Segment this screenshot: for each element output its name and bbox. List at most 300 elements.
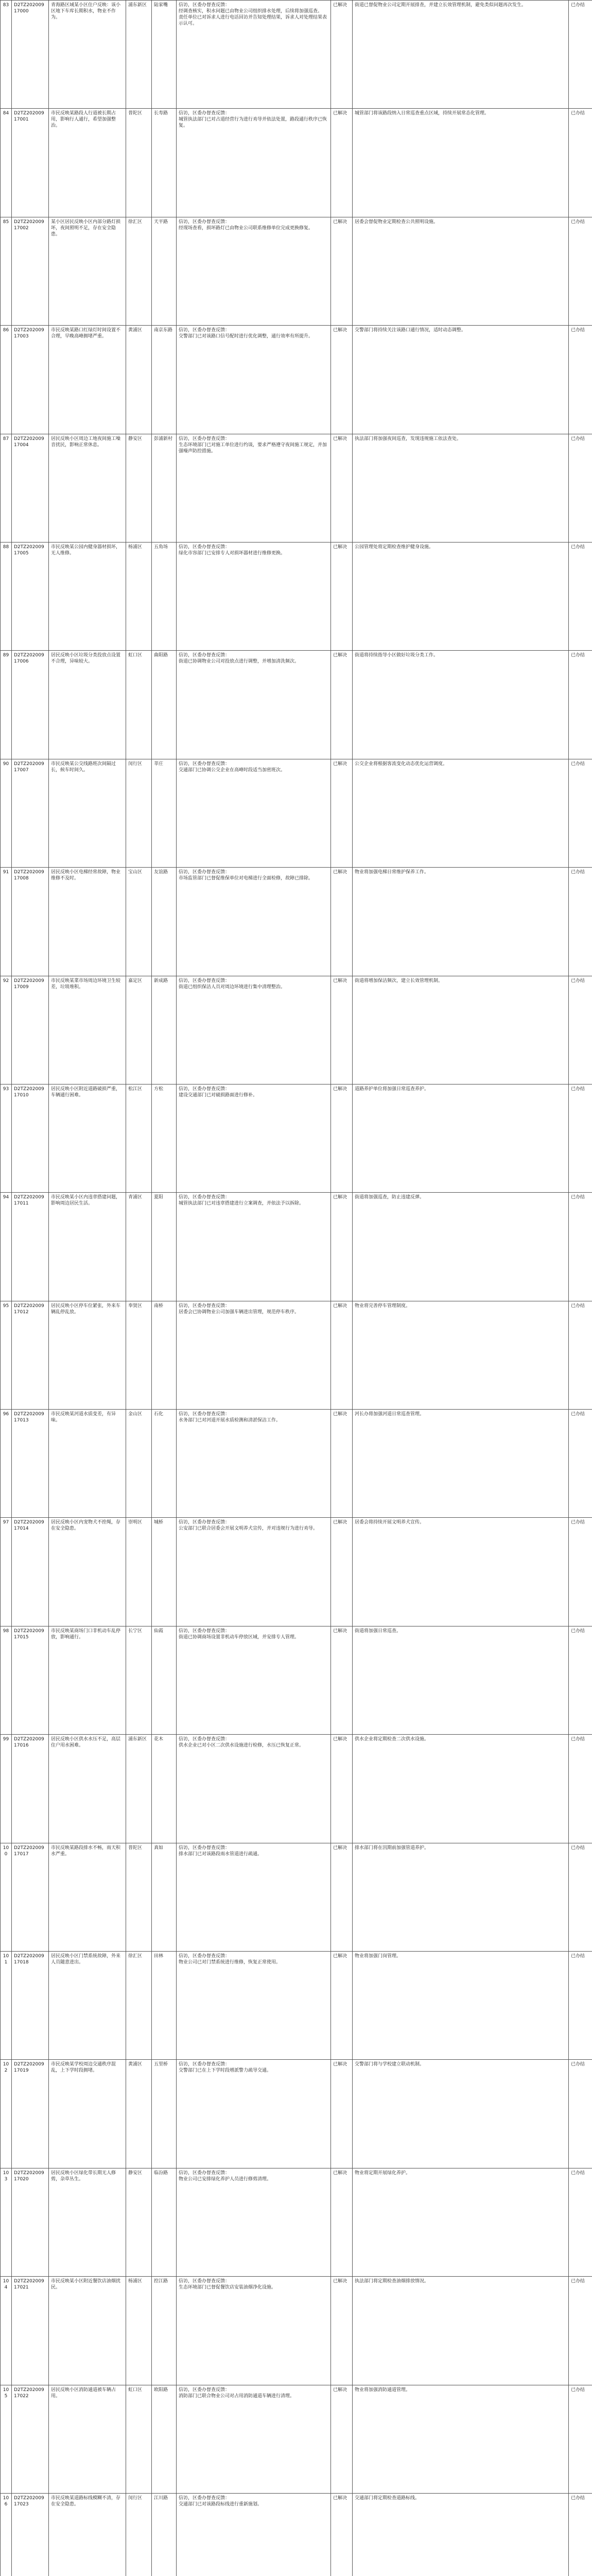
follow-up-note-cell (353, 2060, 569, 2168)
request-content: 居民反映小区消防通道被车辆占用。 (51, 2387, 116, 2399)
handling-opinion: 信访，区委办督查反馈： 交警部门已对该路口信号配时进行优化调整，通行效率有所提升。 (179, 328, 314, 340)
district-cell (126, 1, 152, 109)
record-id: D2TZ20200917009 (14, 978, 44, 990)
record-id-cell (12, 759, 49, 867)
record-id-cell (12, 1735, 49, 1843)
district: 黄浦区 (128, 2062, 143, 2067)
follow-up-note: 道路养护单位将加强日常巡查养护。 (355, 1086, 429, 1092)
street-cell (152, 2493, 177, 2576)
street: 江川路 (154, 2495, 168, 2501)
street-cell (152, 1952, 177, 2060)
row-number-cell (1, 868, 12, 976)
result-status: 已解决 (333, 1737, 347, 1742)
row-number: 98 (3, 1628, 9, 1634)
completion-flag-cell (569, 1084, 592, 1192)
record-id: D2TZ20200917005 (14, 544, 44, 556)
result-status-cell (331, 651, 353, 759)
completion-flag-cell (569, 651, 592, 759)
row-number-cell (1, 1084, 12, 1192)
request-content: 市民反映某河道水质变差，有异味。 (51, 1412, 116, 1423)
result-status: 已解决 (333, 1520, 347, 1526)
request-content: 居民反映小区停车位紧张，外来车辆乱停乱放。 (51, 1303, 121, 1315)
street-cell (152, 542, 177, 650)
handling-opinion-cell (177, 2277, 331, 2385)
district-cell (126, 651, 152, 759)
completion-flag-cell (569, 1, 592, 109)
record-id-cell (12, 1410, 49, 1518)
street-cell (152, 1410, 177, 1518)
street-cell (152, 1735, 177, 1843)
result-status-cell (331, 2168, 353, 2276)
result-status: 已解决 (333, 111, 347, 116)
handling-opinion: 信访，区委办督查反馈： 市场监管部门已督促维保单位对电梯进行全面检修，故障已排除。 (179, 870, 314, 882)
record-id-cell (12, 217, 49, 325)
request-content-cell (49, 1, 126, 109)
street-cell (152, 976, 177, 1084)
table-row (1, 434, 592, 542)
request-content: 市民反映某路段排水不畅，雨天积水严重。 (51, 1845, 121, 1857)
table-row (1, 1193, 592, 1301)
completion-flag: 已办结 (571, 1954, 585, 1959)
street: 长寿路 (154, 111, 168, 116)
street: 仙霞 (154, 1628, 164, 1634)
completion-flag-cell (569, 1735, 592, 1843)
street-cell (152, 1084, 177, 1192)
district: 嘉定区 (128, 978, 143, 984)
record-id-cell (12, 1, 49, 109)
row-number: 101 (3, 1954, 9, 1965)
result-status-cell (331, 434, 353, 542)
district: 金山区 (128, 1412, 143, 1417)
request-content: 市民反映某道路标线模糊不清，存在安全隐患。 (51, 2495, 121, 2507)
record-id: D2TZ20200917011 (14, 1195, 44, 1207)
row-number-cell (1, 1410, 12, 1518)
request-content-cell (49, 1518, 126, 1626)
request-content-cell (49, 651, 126, 759)
request-content-cell (49, 759, 126, 867)
request-content-cell (49, 1952, 126, 2060)
follow-up-note-cell (353, 1843, 569, 1951)
row-number: 99 (3, 1737, 9, 1742)
row-number: 95 (3, 1303, 9, 1309)
follow-up-note: 排水部门将在汛期前加强管道养护。 (355, 1845, 429, 1851)
completion-flag: 已办结 (571, 1412, 585, 1417)
follow-up-note: 街道将持续指导小区做好垃圾分类工作。 (355, 653, 439, 658)
completion-flag: 已办结 (571, 653, 585, 658)
follow-up-note-cell (353, 2277, 569, 2385)
street-cell (152, 1843, 177, 1951)
street-cell (152, 1301, 177, 1409)
request-content-cell (49, 326, 126, 434)
row-number: 97 (3, 1520, 9, 1526)
row-number: 100 (3, 1845, 9, 1857)
street-cell (152, 868, 177, 976)
district-cell (126, 2385, 152, 2493)
handling-opinion: 信访，区委办督查反馈： 绿化市容部门已安排专人对损坏器材进行维修更换。 (179, 544, 286, 556)
completion-flag: 已办结 (571, 1628, 585, 1634)
district-cell (126, 109, 152, 217)
street: 夏阳 (154, 1195, 164, 1200)
result-status-cell (331, 1410, 353, 1518)
record-id-cell (12, 651, 49, 759)
request-content-cell (49, 2277, 126, 2385)
record-id-cell (12, 1952, 49, 2060)
handling-opinion: 信访，区委办督查反馈： 经调查核实，积水问题已由物业公司组织排水处理，后续将加强巡查。 责任单位已对诉求人进行电话回访并告知处理结果，诉求人对处理结果表示认可。 (179, 3, 327, 26)
follow-up-note: 公园管理处将定期检查维护健身设施。 (355, 544, 434, 550)
row-number-cell (1, 109, 12, 217)
record-id: D2TZ20200917014 (14, 1520, 44, 1532)
request-content-cell (49, 542, 126, 650)
request-content-cell (49, 1301, 126, 1409)
street: 陆家嘴 (154, 3, 168, 8)
row-number: 90 (3, 761, 9, 767)
result-status: 已解决 (333, 761, 347, 767)
completion-flag: 已办结 (571, 544, 585, 550)
completion-flag-cell (569, 1301, 592, 1409)
completion-flag-cell (569, 976, 592, 1084)
street-cell (152, 109, 177, 217)
district: 虹口区 (128, 2387, 143, 2393)
request-content: 居民反映小区内宠物犬不拴绳，存在安全隐患。 (51, 1520, 121, 1532)
handling-opinion-cell (177, 976, 331, 1084)
district: 静安区 (128, 2170, 143, 2176)
request-content-cell (49, 2493, 126, 2576)
handling-opinion-cell (177, 1952, 331, 2060)
district: 青浦区 (128, 1195, 143, 1200)
table-row (1, 2060, 592, 2168)
handling-opinion: 信访，区委办督查反馈： 供水企业已对小区二次供水设施进行检修，水压已恢复正常。 (179, 1737, 304, 1749)
district-cell (126, 542, 152, 650)
district-cell (126, 2493, 152, 2576)
result-status: 已解决 (333, 219, 347, 225)
district: 虹口区 (128, 653, 143, 658)
street: 花木 (154, 1737, 164, 1742)
request-content: 市民反映某小区附近餐饮店油烟扰民。 (51, 2279, 121, 2291)
row-number-cell (1, 217, 12, 325)
result-status-cell (331, 1952, 353, 2060)
district-cell (126, 2277, 152, 2385)
row-number-cell (1, 976, 12, 1084)
record-id-cell (12, 1193, 49, 1301)
result-status: 已解决 (333, 1086, 347, 1092)
handling-opinion: 信访，区委办督查反馈： 物业公司已对门禁系统进行维修，恢复正常使用。 (179, 1954, 281, 1965)
completion-flag: 已办结 (571, 1845, 585, 1851)
row-number-cell (1, 2168, 12, 2276)
completion-flag-cell (569, 542, 592, 650)
request-content: 居民反映小区周边工地夜间施工噪音扰民，影响正常休息。 (51, 436, 121, 448)
district: 奉贤区 (128, 1303, 143, 1309)
completion-flag-cell (569, 1952, 592, 2060)
result-status-cell (331, 2277, 353, 2385)
result-status-cell (331, 326, 353, 434)
street: 莘庄 (154, 761, 164, 767)
handling-opinion: 信访，区委办督查反馈： 公安部门已联合居委会开展文明养犬宣传，并对违规行为进行劝导。 (179, 1520, 318, 1532)
record-id: D2TZ20200917018 (14, 1954, 44, 1965)
row-number: 96 (3, 1412, 9, 1417)
table-row (1, 868, 592, 976)
follow-up-note-cell (353, 1, 569, 109)
completion-flag: 已办结 (571, 1303, 585, 1309)
district-cell (126, 2168, 152, 2276)
result-status: 已解决 (333, 653, 347, 658)
handling-opinion-cell (177, 2385, 331, 2493)
request-content-cell (49, 217, 126, 325)
record-id: D2TZ20200917013 (14, 1412, 44, 1423)
table-row (1, 651, 592, 759)
district-cell (126, 976, 152, 1084)
row-number: 94 (3, 1195, 9, 1200)
street: 天平路 (154, 219, 168, 225)
street-cell (152, 759, 177, 867)
row-number: 85 (3, 219, 9, 225)
result-status: 已解决 (333, 328, 347, 333)
street: 五角场 (154, 544, 168, 550)
follow-up-note-cell (353, 1735, 569, 1843)
result-status: 已解决 (333, 1845, 347, 1851)
request-content: 居民反映小区电梯经常故障，物业维修不及时。 (51, 870, 121, 882)
district: 闵行区 (128, 2495, 143, 2501)
row-number-cell (1, 2493, 12, 2576)
record-id-cell (12, 2493, 49, 2576)
handling-opinion: 信访，区委办督查反馈： 城管执法部门已对占道经营行为进行劝导并依法处置，路段通行秩序已恢复。 (179, 111, 327, 129)
street: 石化 (154, 1412, 164, 1417)
request-content-cell (49, 1735, 126, 1843)
follow-up-note: 街道将加强巡查，防止违建反弹。 (355, 1195, 425, 1200)
follow-up-note-cell (353, 2493, 569, 2576)
follow-up-note-cell (353, 1952, 569, 2060)
request-content: 市民反映某商场门口非机动车乱停放，影响通行。 (51, 1628, 121, 1640)
record-id-cell (12, 2060, 49, 2168)
table-row (1, 1843, 592, 1951)
district: 长宁区 (128, 1628, 143, 1634)
follow-up-note-cell (353, 868, 569, 976)
handling-opinion-cell (177, 759, 331, 867)
follow-up-note: 街道已督促物业公司定期开展排查，并建立长效管理机制，避免类似问题再次发生。 (355, 3, 527, 8)
street: 田林 (154, 1954, 164, 1959)
district-cell (126, 1410, 152, 1518)
request-content-cell (49, 1843, 126, 1951)
follow-up-note-cell (353, 1410, 569, 1518)
request-content-cell (49, 1410, 126, 1518)
handling-opinion: 信访，区委办督查反馈： 生态环境部门已对施工单位进行约谈，要求严格遵守夜间施工规定，并加强噪声防控措施。 (179, 436, 327, 454)
row-number: 88 (3, 544, 9, 550)
table-row (1, 326, 592, 434)
completion-flag-cell (569, 326, 592, 434)
district: 松江区 (128, 1086, 143, 1092)
completion-flag: 已办结 (571, 1086, 585, 1092)
request-content: 某小区居民反映小区内部分路灯损坏，夜间照明不足，存在安全隐患。 (51, 219, 121, 237)
table-row (1, 976, 592, 1084)
table-row (1, 1, 592, 109)
handling-opinion-cell (177, 868, 331, 976)
completion-flag-cell (569, 217, 592, 325)
follow-up-note-cell (353, 326, 569, 434)
completion-flag-cell (569, 434, 592, 542)
follow-up-note: 城管部门将该路段纳入日常巡查重点区域，持续开展常态化管理。 (355, 111, 490, 116)
district-cell (126, 1952, 152, 2060)
completion-flag: 已办结 (571, 2170, 585, 2176)
row-number: 103 (3, 2170, 9, 2182)
record-id-cell (12, 1301, 49, 1409)
completion-flag-cell (569, 2493, 592, 2576)
street-cell (152, 2060, 177, 2168)
street: 控江路 (154, 2279, 168, 2284)
completion-flag: 已办结 (571, 3, 585, 8)
district-cell (126, 217, 152, 325)
handling-opinion: 信访，区委办督查反馈： 街道已协调商场设置非机动车停放区域，并安排专人管理。 (179, 1628, 300, 1640)
follow-up-note: 居委会督促物业定期检查公共照明设施。 (355, 219, 439, 225)
street-cell (152, 217, 177, 325)
result-status-cell (331, 217, 353, 325)
table-row (1, 2493, 592, 2576)
result-status: 已解决 (333, 2495, 347, 2501)
record-id: D2TZ20200917000 (14, 3, 44, 14)
street: 城桥 (154, 1520, 164, 1526)
record-id-cell (12, 1518, 49, 1626)
handling-opinion-cell (177, 2168, 331, 2276)
request-content: 市民反映某路口红绿灯时间设置不合理，早晚高峰拥堵严重。 (51, 328, 121, 340)
record-id: D2TZ20200917001 (14, 111, 44, 123)
request-content: 市民反映某路段人行道被长期占用，影响行人通行，希望加强整治。 (51, 111, 116, 129)
follow-up-note: 供水企业将定期检查二次供水设施。 (355, 1737, 429, 1742)
result-status: 已解决 (333, 870, 347, 875)
handling-opinion: 信访，区委办督查反馈： 水务部门已对河道开展水质检测和清淤保洁工作。 (179, 1412, 281, 1423)
handling-opinion: 信访，区委办督查反馈： 经现场查看，损坏路灯已由物业公司联系维修单位完成更换修复。 (179, 219, 314, 231)
follow-up-note: 居委会将持续开展文明养犬宣传。 (355, 1520, 425, 1526)
row-number-cell (1, 1301, 12, 1409)
follow-up-note: 物业将完善停车管理制度。 (355, 1303, 411, 1309)
record-id-cell (12, 2277, 49, 2385)
follow-up-note-cell (353, 217, 569, 325)
street-cell (152, 2277, 177, 2385)
request-content: 居民反映小区门禁系统故障，外来人员随意进出。 (51, 1954, 121, 1965)
record-id: D2TZ20200917010 (14, 1086, 44, 1098)
record-id-cell (12, 868, 49, 976)
follow-up-note: 物业将加强消防通道管理。 (355, 2387, 411, 2393)
row-number-cell (1, 651, 12, 759)
table-row (1, 1084, 592, 1192)
follow-up-note: 物业将加强门岗管理。 (355, 1954, 402, 1959)
follow-up-note-cell (353, 109, 569, 217)
district-cell (126, 868, 152, 976)
handling-opinion: 信访，区委办督查反馈： 交通部门已协调公交企业在高峰时段适当加密班次。 (179, 761, 286, 773)
handling-opinion-cell (177, 326, 331, 434)
row-number: 91 (3, 870, 9, 875)
request-content: 市民反映某学校周边交通秩序混乱，上下学时段拥堵。 (51, 2062, 116, 2074)
street: 欧阳路 (154, 2387, 168, 2393)
result-status: 已解决 (333, 3, 347, 8)
handling-opinion: 信访，区委办督查反馈： 生态环境部门已督促餐饮店安装油烟净化设施。 (179, 2279, 276, 2291)
completion-flag: 已办结 (571, 870, 585, 875)
handling-opinion-cell (177, 1410, 331, 1518)
follow-up-note: 交通部门将定期检查道路标线。 (355, 2495, 420, 2501)
follow-up-note: 交警部门将持续关注该路口通行情况，适时动态调整。 (355, 328, 466, 333)
follow-up-note: 街道将增加保洁频次，建立长效管理机制。 (355, 978, 443, 984)
follow-up-note-cell (353, 434, 569, 542)
record-id-cell (12, 542, 49, 650)
follow-up-note-cell (353, 1626, 569, 1734)
handling-opinion: 信访，区委办督查反馈： 交通部门已对该路段标线进行重新施划。 (179, 2495, 263, 2507)
row-number: 87 (3, 436, 9, 442)
handling-opinion-cell (177, 2493, 331, 2576)
completion-flag-cell (569, 1518, 592, 1626)
row-number-cell (1, 2277, 12, 2385)
district: 普陀区 (128, 1845, 143, 1851)
row-number-cell (1, 1626, 12, 1734)
completion-flag: 已办结 (571, 219, 585, 225)
district-cell (126, 1193, 152, 1301)
handling-opinion-cell (177, 1518, 331, 1626)
table-row (1, 2277, 592, 2385)
result-status-cell (331, 542, 353, 650)
completion-flag: 已办结 (571, 2279, 585, 2284)
street: 五里桥 (154, 2062, 168, 2067)
follow-up-note-cell (353, 759, 569, 867)
follow-up-note: 执法部门将加强夜间巡查，发现违规施工依法查处。 (355, 436, 462, 442)
result-status: 已解决 (333, 2387, 347, 2393)
table-row (1, 1626, 592, 1734)
follow-up-note-cell (353, 651, 569, 759)
request-content-cell (49, 976, 126, 1084)
district-cell (126, 1626, 152, 1734)
result-status-cell (331, 868, 353, 976)
follow-up-note-cell (353, 1193, 569, 1301)
request-content-cell (49, 1084, 126, 1192)
result-status: 已解决 (333, 1195, 347, 1200)
handling-opinion: 信访，区委办督查反馈： 建设交通部门已对破损路面进行修补。 (179, 1086, 258, 1098)
row-number-cell (1, 326, 12, 434)
record-id-cell (12, 1843, 49, 1951)
follow-up-note-cell (353, 1084, 569, 1192)
row-number-cell (1, 1843, 12, 1951)
completion-flag: 已办结 (571, 978, 585, 984)
record-id: D2TZ20200917003 (14, 328, 44, 340)
district: 浦东新区 (128, 1737, 147, 1742)
request-content: 市民反映某菜市场周边环境卫生较差，垃圾堆积。 (51, 978, 121, 990)
record-id-cell (12, 976, 49, 1084)
street: 临汾路 (154, 2170, 168, 2176)
request-content-cell (49, 1193, 126, 1301)
district-cell (126, 434, 152, 542)
district: 闵行区 (128, 761, 143, 767)
table-row (1, 542, 592, 650)
street: 曲阳路 (154, 653, 168, 658)
district: 杨浦区 (128, 544, 143, 550)
row-number: 86 (3, 328, 9, 333)
table-row (1, 1518, 592, 1626)
request-content: 居民反映小区垃圾分类投放点设置不合理，异味较大。 (51, 653, 121, 665)
row-number: 89 (3, 653, 9, 658)
table-row (1, 109, 592, 217)
district: 宝山区 (128, 870, 143, 875)
district-cell (126, 326, 152, 434)
street-cell (152, 1193, 177, 1301)
completion-flag-cell (569, 759, 592, 867)
follow-up-note-cell (353, 2385, 569, 2493)
row-number: 104 (3, 2279, 9, 2291)
completion-flag-cell (569, 1193, 592, 1301)
result-status: 已解决 (333, 1303, 347, 1309)
result-status: 已解决 (333, 1412, 347, 1417)
follow-up-note: 街道将加强日常巡查。 (355, 1628, 402, 1634)
completion-flag-cell (569, 2060, 592, 2168)
district: 普陀区 (128, 111, 143, 116)
request-content: 市民反映某公交线路班次间隔过长，候车时间久。 (51, 761, 116, 773)
street: 真如 (154, 1845, 164, 1851)
handling-opinion: 信访，区委办督查反馈： 消防部门已联合物业公司对占用消防通道车辆进行清理。 (179, 2387, 295, 2399)
handling-opinion-cell (177, 1843, 331, 1951)
request-content-cell (49, 1626, 126, 1734)
